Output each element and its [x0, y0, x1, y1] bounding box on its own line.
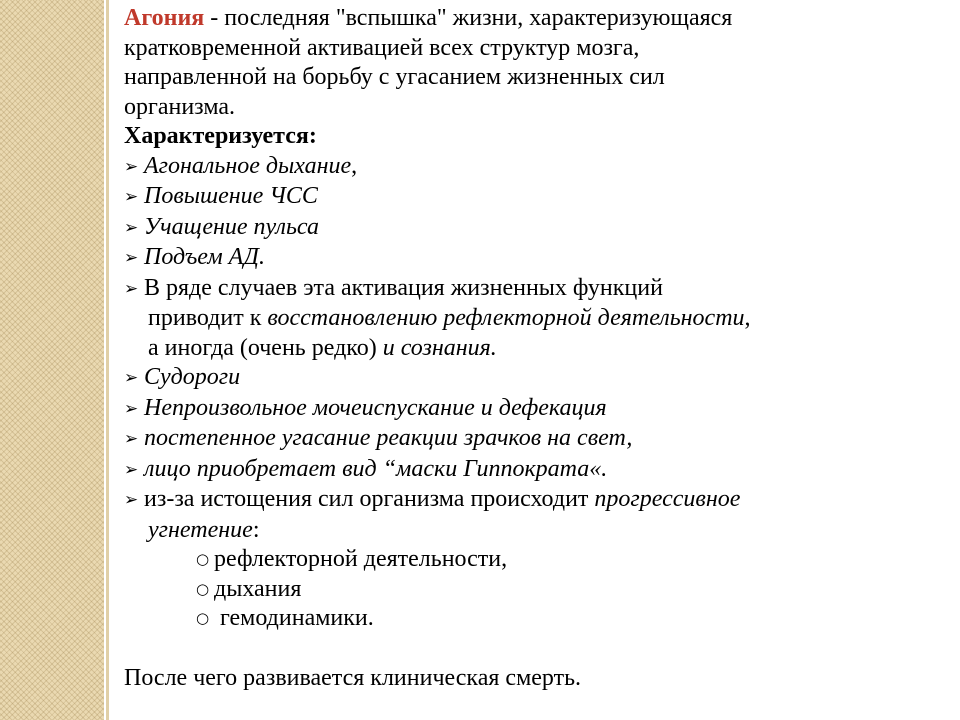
arrow-bullet-icon: ➢: [124, 368, 139, 388]
sub-list-item-text: гемодинамики.: [214, 605, 374, 631]
intro-line-2: кратковременной активацией всех структур мозга,: [124, 34, 640, 61]
intro-line-1: [124, 4, 950, 34]
list-item: [124, 455, 950, 486]
circle-bullet-icon: ○: [196, 550, 210, 568]
circle-bullet-icon: ○: [196, 579, 210, 598]
list-item-continuation: [124, 304, 950, 334]
list-item-text: Учащение пульса: [144, 213, 319, 240]
arrow-bullet-icon: ➢: [124, 156, 139, 177]
list-item: [124, 394, 950, 425]
list-item: [124, 243, 950, 274]
list-item: [124, 363, 950, 394]
list-item-text: приводит к: [148, 305, 268, 331]
decorative-side-strip: [0, 0, 104, 720]
circle-bullet-icon: ○: [196, 609, 210, 627]
conclusion-text: После чего развивается клиническая смерть.: [124, 664, 582, 691]
list-item: [124, 485, 950, 516]
spacer: [124, 634, 950, 664]
sub-list-item: [124, 575, 950, 605]
list-item: [124, 152, 950, 183]
list-item-text: постепенное угасание реакции зрачков на свет,: [144, 425, 633, 451]
list-item: [124, 274, 950, 305]
term-agony: Агония: [124, 5, 205, 31]
intro-line-3: направленной на борьбу с угасанием жизненных сил: [124, 64, 665, 90]
list-item-tail: ,: [744, 305, 751, 331]
sub-list-item-text: дыхания: [214, 575, 302, 602]
slide-content: [124, 4, 950, 693]
list-item-text: Подъем АД.: [144, 244, 265, 270]
list-item: [124, 182, 950, 213]
arrow-bullet-icon: ➢: [124, 187, 139, 207]
sub-list-item: [124, 545, 950, 575]
arrow-bullet-icon: ➢: [124, 248, 139, 268]
list-item-continuation: [124, 334, 950, 364]
list-item-tail: ,: [351, 152, 358, 179]
list-item: [124, 424, 950, 455]
arrow-bullet-icon: ➢: [124, 459, 139, 480]
list-item-emphasis: угнетение: [148, 516, 253, 543]
list-item-emphasis: и сознания.: [382, 334, 497, 361]
arrow-bullet-icon: ➢: [124, 398, 139, 419]
list-item-tail: :: [252, 516, 260, 543]
list-item-text: из-за истощения сил организма происходит: [144, 486, 595, 512]
list-item-text: Повышение ЧСС: [144, 183, 318, 209]
list-item-text: В ряде случаев эта активация жизненных функций: [144, 274, 663, 301]
list-item-text: Агональное дыхание: [144, 152, 352, 179]
list-item-text: лицо приобретает вид “маски Гиппократа«.: [144, 455, 608, 482]
list-item-text: Судороги: [144, 364, 241, 390]
decorative-side-line: [106, 0, 109, 720]
list-item-text: а иногда (очень редко): [148, 334, 383, 361]
list-item-emphasis: прогрессивное: [594, 486, 741, 512]
list-item-continuation: [124, 516, 950, 546]
list-item-text: Непроизвольное мочеиспускание и дефекация: [144, 394, 607, 421]
section-heading: Характеризуется:: [124, 123, 317, 149]
arrow-bullet-icon: ➢: [124, 217, 139, 238]
sub-list-item-text: рефлекторной деятельности,: [214, 546, 508, 572]
list-item: [124, 213, 950, 244]
arrow-bullet-icon: ➢: [124, 429, 139, 449]
intro-text: - последняя "вспышка" жизни, характеризующаяся: [204, 5, 733, 31]
intro-line-4: организма.: [124, 93, 235, 120]
list-item-emphasis: восстановлению рефлекторной деятельности: [267, 305, 745, 331]
sub-list-item: [124, 604, 950, 634]
arrow-bullet-icon: ➢: [124, 278, 139, 299]
arrow-bullet-icon: ➢: [124, 490, 139, 510]
